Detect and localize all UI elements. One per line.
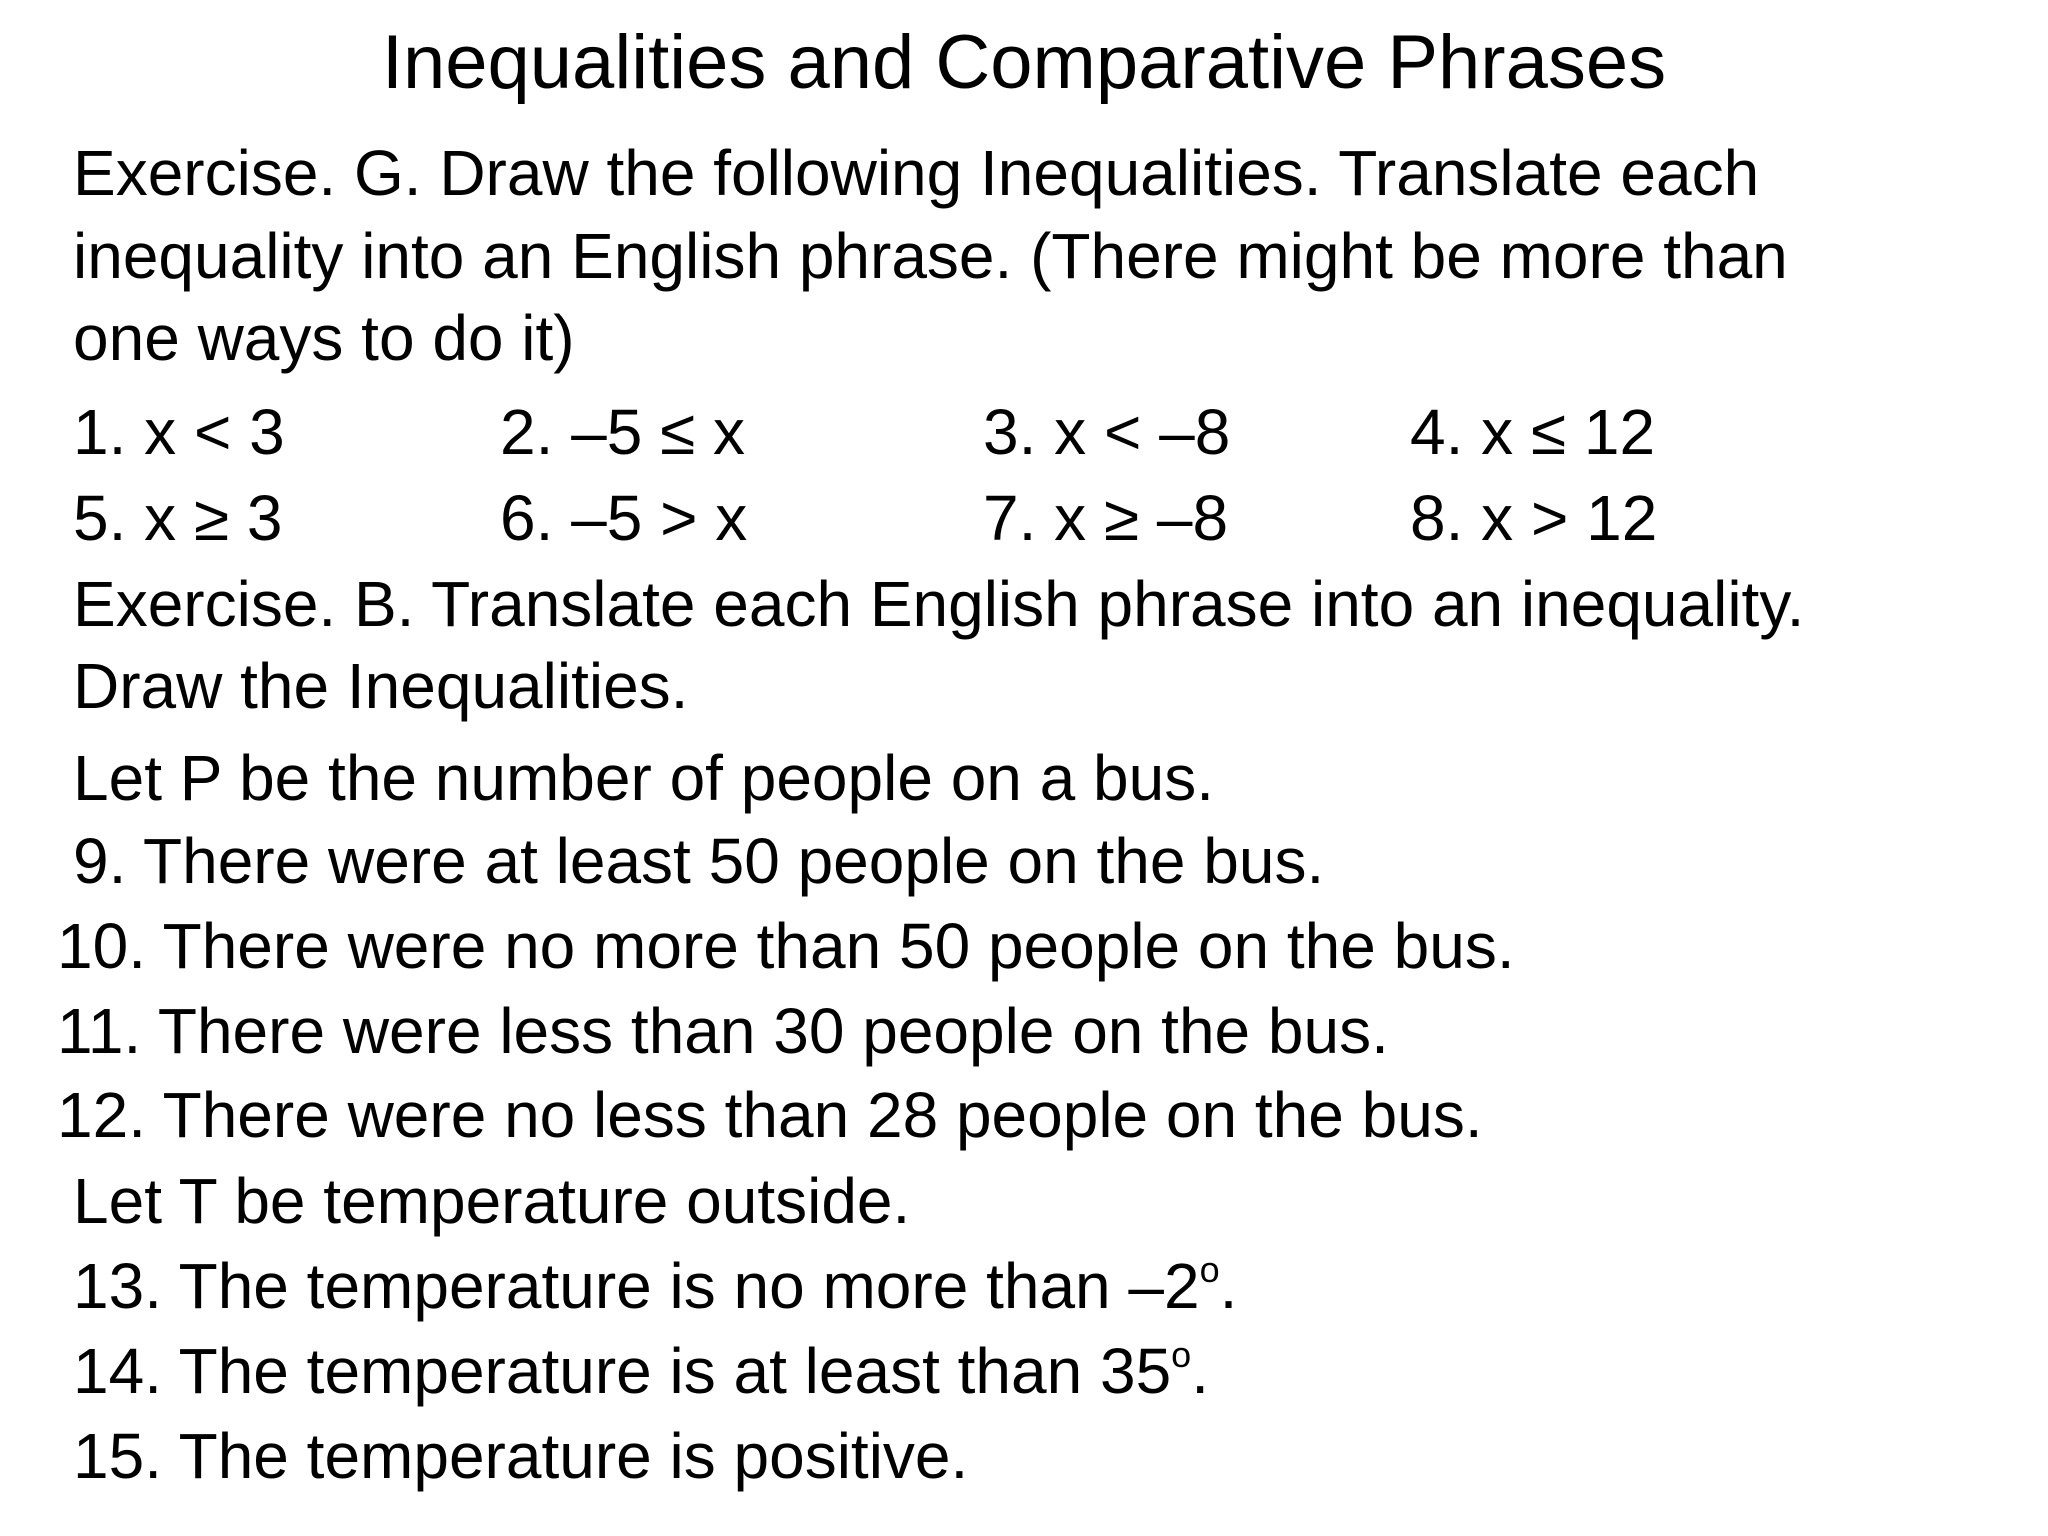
inequality-item-4: 4. x ≤ 12 — [1410, 396, 1656, 468]
inequality-item-7: 7. x ≥ –8 — [983, 482, 1229, 554]
temperature-item-14-text: 14. The temperature is at least than 35 — [73, 1335, 1172, 1407]
inequality-item-8: 8. x > 12 — [1410, 482, 1658, 554]
temperature-item-13-text: 13. The temperature is no more than –2 — [73, 1250, 1200, 1322]
inequality-item-5: 5. x ≥ 3 — [73, 482, 283, 554]
bus-item-12: 12. There were no less than 28 people on the bus. — [57, 1079, 1483, 1151]
inequality-item-6: 6. –5 > x — [500, 482, 748, 554]
bus-item-11: 11. There were less than 30 people on the bus. — [57, 995, 1389, 1067]
bus-item-9: 9. There were at least 50 people on the bus. — [73, 825, 1325, 897]
slide-title: Inequalities and Comparative Phrases — [381, 20, 1667, 105]
bus-item-10: 10. There were no more than 50 people on the bus. — [57, 910, 1515, 982]
temperature-item-14-period: . — [1191, 1335, 1209, 1407]
bus-intro: Let P be the number of people on a bus. — [73, 742, 1214, 814]
inequality-item-1: 1. x < 3 — [73, 396, 285, 468]
exercise-g-line-3: one ways to do it) — [73, 302, 575, 374]
temperature-item-13-period: . — [1219, 1250, 1238, 1322]
exercise-b-line-1: Exercise. B. Translate each English phrase into an inequality. — [73, 568, 1805, 640]
exercise-g-line-2: inequality into an English phrase. (There might be more than — [73, 220, 1788, 292]
inequality-item-3: 3. x < –8 — [983, 396, 1231, 468]
temperature-item-15: 15. The temperature is positive. — [73, 1420, 969, 1492]
exercise-b-line-2: Draw the Inequalities. — [73, 650, 689, 722]
temperature-intro: Let T be temperature outside. — [73, 1165, 911, 1237]
temperature-item-14 — [73, 1333, 1209, 1409]
inequality-item-2: 2. –5 ≤ x — [500, 396, 746, 468]
temperature-item-13 — [73, 1248, 1237, 1324]
degree-superscript: o — [1171, 1334, 1192, 1375]
exercise-g-line-1: Exercise. G. Draw the following Inequalities. Translate each — [73, 137, 1760, 209]
degree-superscript: o — [1199, 1249, 1220, 1290]
